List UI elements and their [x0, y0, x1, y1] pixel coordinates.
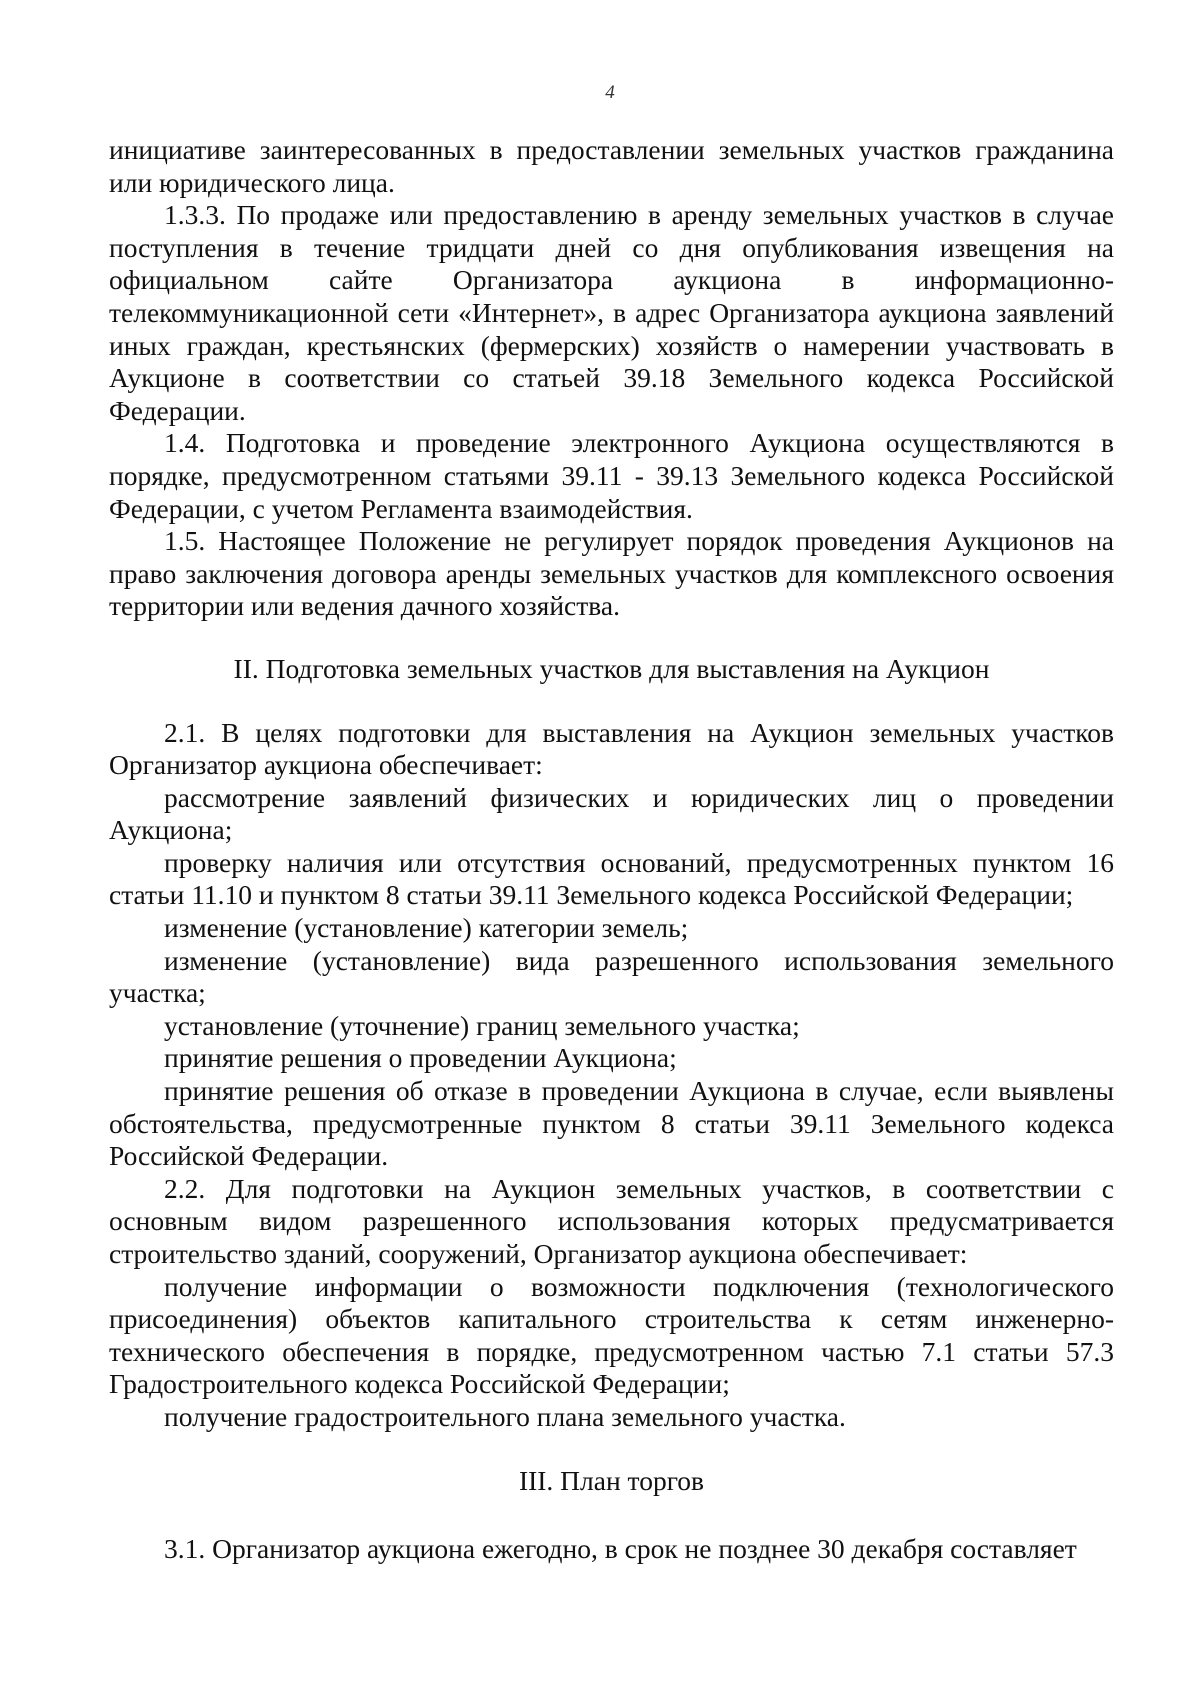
paragraph-1-5: 1.5. Настоящее Положение не регулирует порядок проведения Аукционов на право заключения договора аренды земельных участков для комплексного освоения территории или ведения дачного хозяйства.	[109, 525, 1114, 622]
paragraph-3-1: 3.1. Организатор аукциона ежегодно, в срок не позднее 30 декабря составляет	[164, 1533, 1077, 1565]
paragraph-intro-continuation: инициативе заинтересованных в предоставлении земельных участков гражданина или юридического лица.	[109, 134, 1114, 198]
list-item-auction-decision: принятие решения о проведении Аукциона;	[164, 1042, 677, 1074]
spacer	[109, 1497, 1114, 1533]
paragraph-2-2: 2.2. Для подготовки на Аукцион земельных участков, в соответствии с основным видом разрешенного использования которых предусматривается строительство зданий, сооружений, Организатор аукциона обеспечивает:	[109, 1172, 1114, 1269]
list-item-review-applications: рассмотрение заявлений физических и юридических лиц о проведении Аукциона;	[109, 781, 1114, 846]
list-item-connection-info: получение информации о возможности подключения (технологического присоединения) объектов капитального строительства к сетям инженерно-технического обеспечения в порядке, предусмотренном частью 7.1 статьи 57.3 Градостроительного кодекса Российской Федерации;	[109, 1270, 1114, 1400]
section-2-heading: II. Подготовка земельных участков для выставления на Аукцион	[233, 652, 990, 684]
paragraph-1-3-3: 1.3.3. По продаже или предоставлению в аренду земельных участков в случае поступления в течение тридцати дней со дня опубликования извещения на официальном сайте Организатора аукциона в информационно-телекоммуникационной сети «Интернет», в адрес Организатора аукциона заявлений иных граждан, крестьянских (фермерских) хозяйств о намерении участвовать в Аукционе в соответствии со статьей 39.18 Земельного кодекса Российской Федерации.	[109, 199, 1114, 426]
list-item-refusal-decision: принятие решения об отказе в проведении Аукциона в случае, если выявлены обстоятельства, предусмотренные пунктом 8 статьи 39.11 Земельного кодекса Российской Федерации.	[109, 1075, 1114, 1172]
list-item-urban-plan: получение градостроительного плана земельного участка.	[164, 1400, 846, 1432]
spacer	[109, 623, 1114, 653]
list-item-check-grounds: проверку наличия или отсутствия оснований, предусмотренных пунктом 16 статьи 11.10 и пунктом 8 статьи 39.11 Земельного кодекса Российской Федерации;	[109, 846, 1114, 911]
spacer	[109, 686, 1114, 717]
section-3-heading: III. План торгов	[518, 1464, 705, 1496]
spacer	[109, 1434, 1114, 1465]
document-body	[109, 134, 1114, 1566]
list-item-land-category: изменение (установление) категории земель;	[164, 912, 689, 944]
paragraph-2-1: 2.1. В целях подготовки для выставления на Аукцион земельных участков Организатор аукциона обеспечивает:	[109, 716, 1114, 781]
page-number: 4	[605, 82, 615, 103]
list-item-permitted-use: изменение (установление) вида разрешенного использования земельного участка;	[109, 944, 1114, 1009]
list-item-boundaries: установление (уточнение) границ земельного участка;	[164, 1009, 800, 1041]
paragraph-1-4: 1.4. Подготовка и проведение электронного Аукциона осуществляются в порядке, предусмотренном статьями 39.11 - 39.13 Земельного кодекса Российской Федерации, с учетом Регламента взаимодействия.	[109, 427, 1114, 524]
